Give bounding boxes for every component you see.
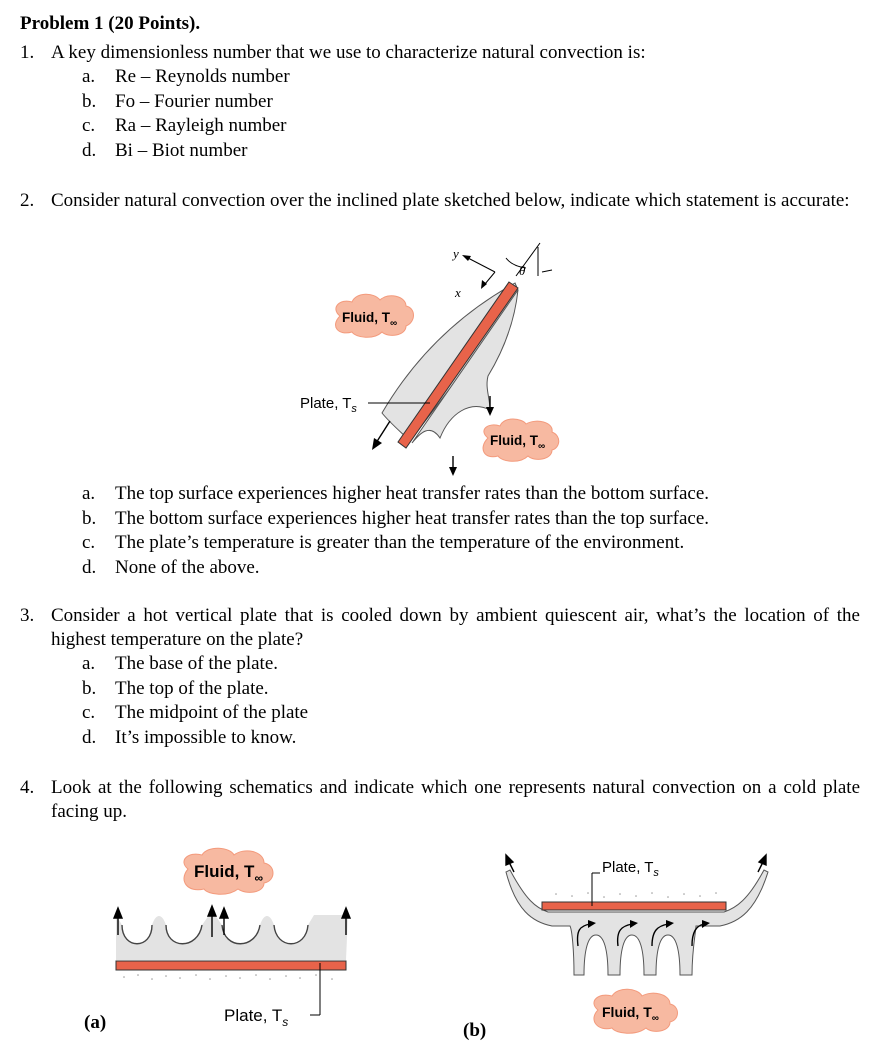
arrow-down-bottom	[449, 467, 457, 476]
question-number: 2.	[20, 190, 35, 211]
question-3	[20, 604, 860, 750]
axis-x-label: x	[455, 285, 461, 300]
fluid-label: Fluid, T	[342, 310, 390, 325]
arrow-down-left	[372, 438, 382, 450]
options-list	[82, 65, 860, 163]
option-d[interactable]: d. Bi – Biot number	[82, 139, 248, 161]
option-b[interactable]: b. The top of the plate.	[82, 677, 269, 699]
question-number: 3.	[20, 605, 35, 626]
option-c[interactable]: c. The plate’s temperature is greater than the temperature of the environment.	[82, 532, 685, 554]
plate-label: Plate, T	[602, 859, 654, 876]
subscript-s: s	[351, 403, 357, 415]
arrow-down-right	[486, 407, 494, 416]
y-axis-arrow	[462, 255, 471, 261]
svg-text:Plate, Ts	[300, 395, 357, 415]
question-number: 4.	[20, 777, 35, 798]
option-a[interactable]: a. The top surface experiences higher heat transfer rates than the bottom surface.	[82, 483, 710, 504]
axis-y-label: y	[453, 246, 459, 261]
subscript-inf: ∞	[254, 871, 263, 885]
caption-a: (a)	[84, 1012, 107, 1033]
question-2	[20, 189, 860, 213]
option-d[interactable]: d. It’s impossible to know.	[82, 726, 297, 748]
plate	[116, 961, 346, 970]
inclined-plate-figure	[290, 238, 580, 478]
option-a[interactable]: a. The base of the plate.	[82, 653, 279, 674]
subscript-s: s	[653, 867, 659, 879]
schematic-a	[100, 845, 370, 1035]
plate	[542, 902, 726, 910]
option-b[interactable]: b. Fo – Fourier number	[82, 90, 273, 112]
question-stem: Consider natural convection over the inclined plate sketched below, indicate which statement is accurate:	[51, 190, 850, 211]
subscript-inf: ∞	[390, 318, 398, 329]
question-stem: Look at the following schematics and indicate which one represents natural convection on a cold plate facing up.	[51, 777, 860, 822]
boundary-layer	[116, 911, 348, 960]
schematic-b	[496, 850, 786, 1040]
theta-label: θ	[519, 263, 526, 278]
option-c[interactable]: c. Ra – Rayleigh number	[82, 115, 287, 137]
question-2-options	[20, 482, 860, 580]
speckle-texture	[555, 892, 717, 898]
fluid-label: Fluid, T	[490, 433, 538, 448]
caption-b: (b)	[463, 1020, 487, 1041]
option-a[interactable]: a. Re – Reynolds number	[82, 66, 290, 87]
option-d[interactable]: d. None of the above.	[82, 556, 260, 578]
option-b[interactable]: b. The bottom surface experiences higher heat transfer rates than the top surface.	[82, 507, 710, 529]
x-axis-arrow	[481, 280, 487, 289]
plate-label: Plate, T	[300, 395, 352, 412]
boundary-layer	[506, 870, 768, 975]
option-c[interactable]: c. The midpoint of the plate	[82, 702, 309, 724]
question-4	[20, 776, 860, 824]
subscript-inf: ∞	[538, 441, 546, 452]
question-1	[20, 41, 860, 163]
question-stem: A key dimensionless number that we use to characterize natural convection is:	[51, 42, 646, 63]
subscript-inf: ∞	[651, 1013, 659, 1024]
speckle-texture	[123, 974, 333, 980]
subscript-s: s	[282, 1015, 289, 1029]
options-list	[82, 482, 860, 580]
options-list	[82, 652, 860, 750]
problem-title: Problem 1 (20 Points).	[20, 13, 201, 34]
svg-text:Plate, Ts	[602, 859, 659, 879]
question-number: 1.	[20, 42, 35, 63]
plate-label: Plate, T	[224, 1006, 283, 1025]
question-stem: Consider a hot vertical plate that is cooled down by ambient quiescent air, what’s the location of the highest temperature on the plate?	[51, 605, 860, 650]
svg-text:Plate, Ts	[224, 1006, 288, 1029]
fluid-label: Fluid, T	[194, 862, 255, 881]
fluid-label: Fluid, T	[602, 1004, 652, 1020]
